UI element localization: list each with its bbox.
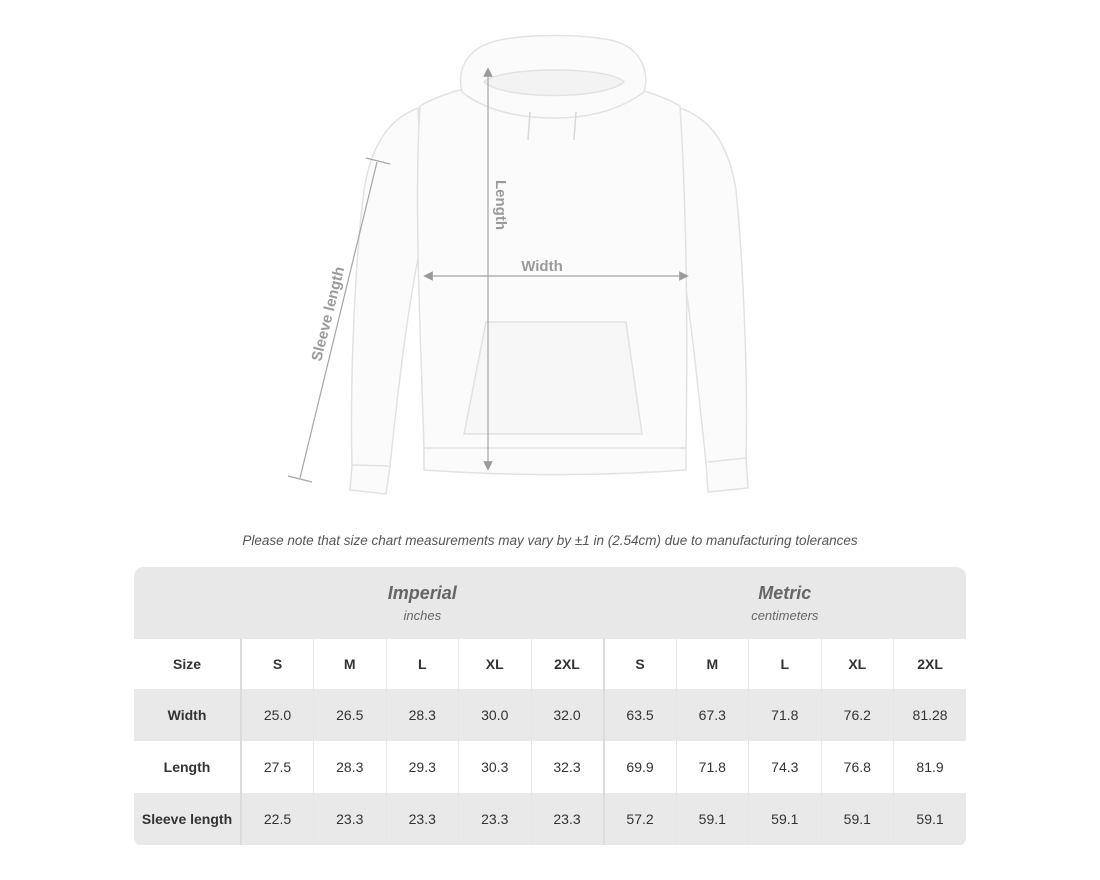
metric-title: Metric — [758, 583, 812, 603]
table-cell: 59.1 — [821, 793, 894, 845]
table-cell: 28.3 — [314, 741, 387, 793]
table-cell: 76.8 — [821, 741, 894, 793]
size-header-cell: 2XL — [894, 639, 966, 689]
imperial-unit: inches — [403, 608, 442, 623]
table-cell: 23.3 — [459, 793, 532, 845]
size-header-row — [134, 639, 966, 689]
size-column-label: Size — [134, 639, 241, 689]
table-cell: 28.3 — [386, 689, 459, 741]
length-label: Length — [492, 180, 509, 230]
table-cell: 27.5 — [241, 741, 314, 793]
table-cell: 29.3 — [386, 741, 459, 793]
table-cell: 81.28 — [894, 689, 966, 741]
table-cell: 59.1 — [749, 793, 822, 845]
table-cell: 71.8 — [749, 689, 822, 741]
size-header-cell: XL — [821, 639, 894, 689]
row-label: Width — [134, 689, 241, 741]
size-header-cell: S — [604, 639, 677, 689]
unit-group-header — [134, 567, 966, 639]
table-cell: 59.1 — [676, 793, 749, 845]
table-cell: 30.3 — [459, 741, 532, 793]
table-cell: 74.3 — [749, 741, 822, 793]
metric-header — [604, 567, 966, 639]
size-header-cell: M — [676, 639, 749, 689]
size-header-cell: L — [749, 639, 822, 689]
width-label: Width — [521, 258, 563, 275]
table-cell: 23.3 — [314, 793, 387, 845]
size-header-cell: S — [241, 639, 314, 689]
table-row-sleeve-length — [134, 793, 966, 845]
metric-unit: centimeters — [751, 608, 819, 623]
table-cell: 32.0 — [531, 689, 604, 741]
size-chart-table — [134, 567, 966, 847]
table-cell: 57.2 — [604, 793, 677, 845]
row-label: Length — [134, 741, 241, 793]
table-cell: 30.0 — [459, 689, 532, 741]
table-cell: 71.8 — [676, 741, 749, 793]
size-header-cell: L — [386, 639, 459, 689]
table-cell: 26.5 — [314, 689, 387, 741]
imperial-title: Imperial — [387, 583, 457, 603]
table-cell: 76.2 — [821, 689, 894, 741]
size-header-cell: XL — [459, 639, 532, 689]
imperial-header — [241, 567, 604, 639]
table-cell: 23.3 — [386, 793, 459, 845]
table-cell: 81.9 — [916, 759, 944, 775]
table-row-length — [134, 741, 966, 793]
corner-cell — [134, 567, 241, 639]
table-cell: 32.3 — [531, 741, 604, 793]
table-row-width — [134, 689, 966, 741]
size-header-cell: 2XL — [531, 639, 604, 689]
table-cell: 69.9 — [604, 741, 677, 793]
table-cell: 23.3 — [531, 793, 604, 845]
tolerance-note: Please note that size chart measurements may vary by ±1 in (2.54cm) due to manufacturing tolerances — [242, 533, 858, 548]
size-header-cell: M — [314, 639, 387, 689]
table-cell: 22.5 — [241, 793, 314, 845]
table-cell: 59.1 — [894, 793, 966, 845]
row-label: Sleeve length — [134, 793, 241, 845]
sleeve-length-label: Sleeve length — [308, 265, 349, 363]
table-cell: 67.3 — [676, 689, 749, 741]
table-cell: 63.5 — [604, 689, 677, 741]
table-cell: 25.0 — [241, 689, 314, 741]
